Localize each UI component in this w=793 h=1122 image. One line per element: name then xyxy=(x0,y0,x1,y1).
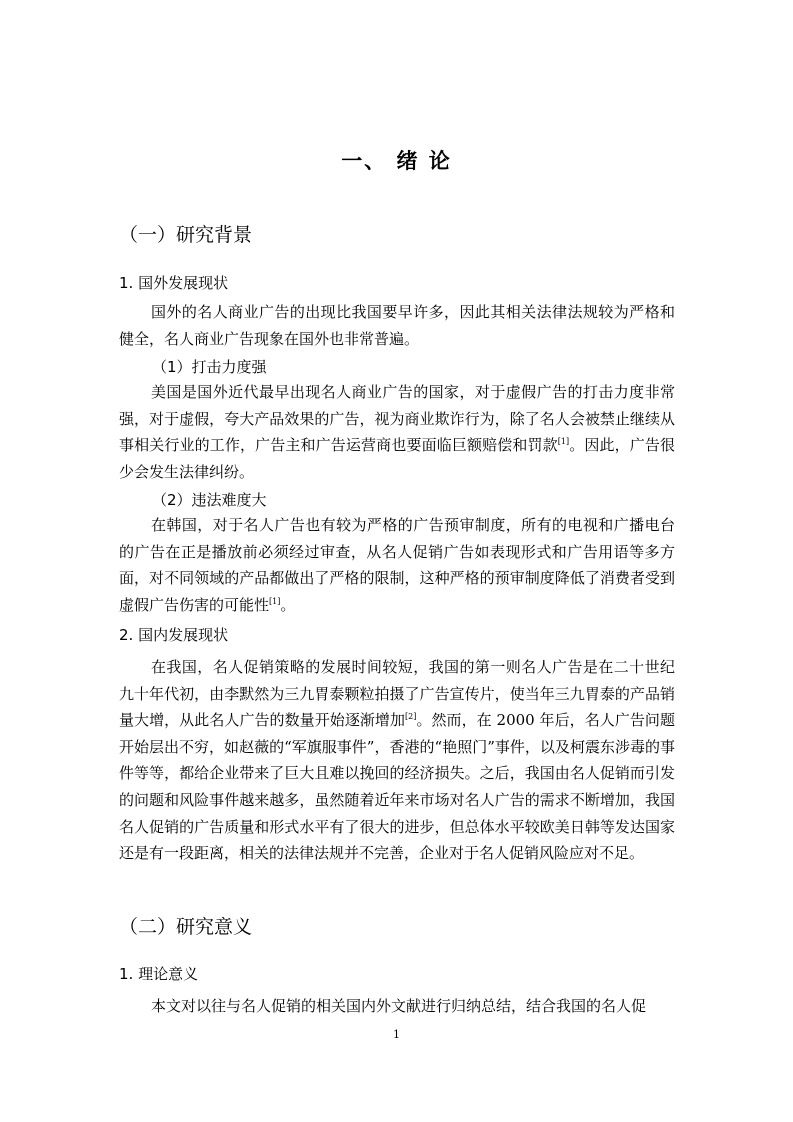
subsection-heading-theory: 1. 理论意义 xyxy=(119,965,199,983)
item-label-1: （1）打击力度强 xyxy=(152,358,267,376)
subsection-heading-foreign: 1. 国外发展现状 xyxy=(119,274,229,292)
paragraph-domestic-text: 在我国，名人促销策略的发展时间较短，我国的第一则名人广告是在二十世纪九十年代初，由李默然为三九胃泰颗粒拍摄了广告宣传片，使当年三九胃泰的产品销量大增，从此名人广告的数量开始逐渐增加 xyxy=(119,658,675,730)
citation-3: [2] xyxy=(405,712,417,722)
paragraph-usa-text: 美国是国外近代最早出现名人商业广告的国家，对于虚假广告的打击力度非常强，对于虚假，夸大产品效果的广告，视为商业欺诈行为，除了名人会被禁止继续从事相关行业的工作，广告主和广告运营商也要面临巨额赔偿和罚款 xyxy=(119,383,675,455)
subsection-heading-domestic: 2. 国内发展现状 xyxy=(119,626,229,644)
paragraph-korea-tail: 。 xyxy=(280,595,296,614)
paragraph-foreign-intro: 国外的名人商业广告的出现比我国要早许多，因此其相关法律法规较为严格和健全，名人商业广告现象在国外也非常普遍。 xyxy=(119,303,675,348)
page-number: 1 xyxy=(393,1028,400,1041)
paragraph-theory: 本文对以往与名人促销的相关国内外文献进行归纳总结，结合我国的名人促 xyxy=(151,997,647,1015)
paragraph-korea xyxy=(119,512,675,618)
paragraph-korea-text: 在韩国，对于名人广告也有较为严格的广告预审制度，所有的电视和广播电台的广告在正是播放前必须经过审查，从名人促销广告如表现形式和广告用语等多方面，对不同领域的产品都做出了严格的限制，这种严格的预审制度降低了消费者受到虚假广告伤害的可能性 xyxy=(119,516,675,614)
section-heading-background: （一）研究背景 xyxy=(119,224,253,246)
paragraph-usa xyxy=(119,379,675,485)
chapter-title: 一、 绪 论 xyxy=(341,149,452,173)
section-heading-significance: （二）研究意义 xyxy=(119,916,253,938)
paragraph-domestic-tail: 。然而，在 2000 年后，名人广告问题开始层出不穷，如赵薇的“军旗服事件”，香港的“艳照门”事件，以及柯震东涉毒的事件等等，都给企业带来了巨大且难以挽回的经济损失。之后，我国由名人促销而引发的问题和风险事件越来越多，虽然随着近年来市场对名人广告的需求不断增加，我国名人促销的广告质量和形式水平有了很大的进步，但总体水平较欧美日韩等发达国家还是有一段距离，相关的法律法规并不完善，企业对于名人促销风险应对不足。 xyxy=(119,711,675,863)
citation-1: [1] xyxy=(557,437,570,447)
item-label-2: （2）违法难度大 xyxy=(152,491,267,509)
paragraph-usa-tail: 。因此，广告很少会发生法律纠纷。 xyxy=(119,436,675,481)
citation-2: [1] xyxy=(269,596,281,606)
paragraph-domestic xyxy=(119,654,675,867)
